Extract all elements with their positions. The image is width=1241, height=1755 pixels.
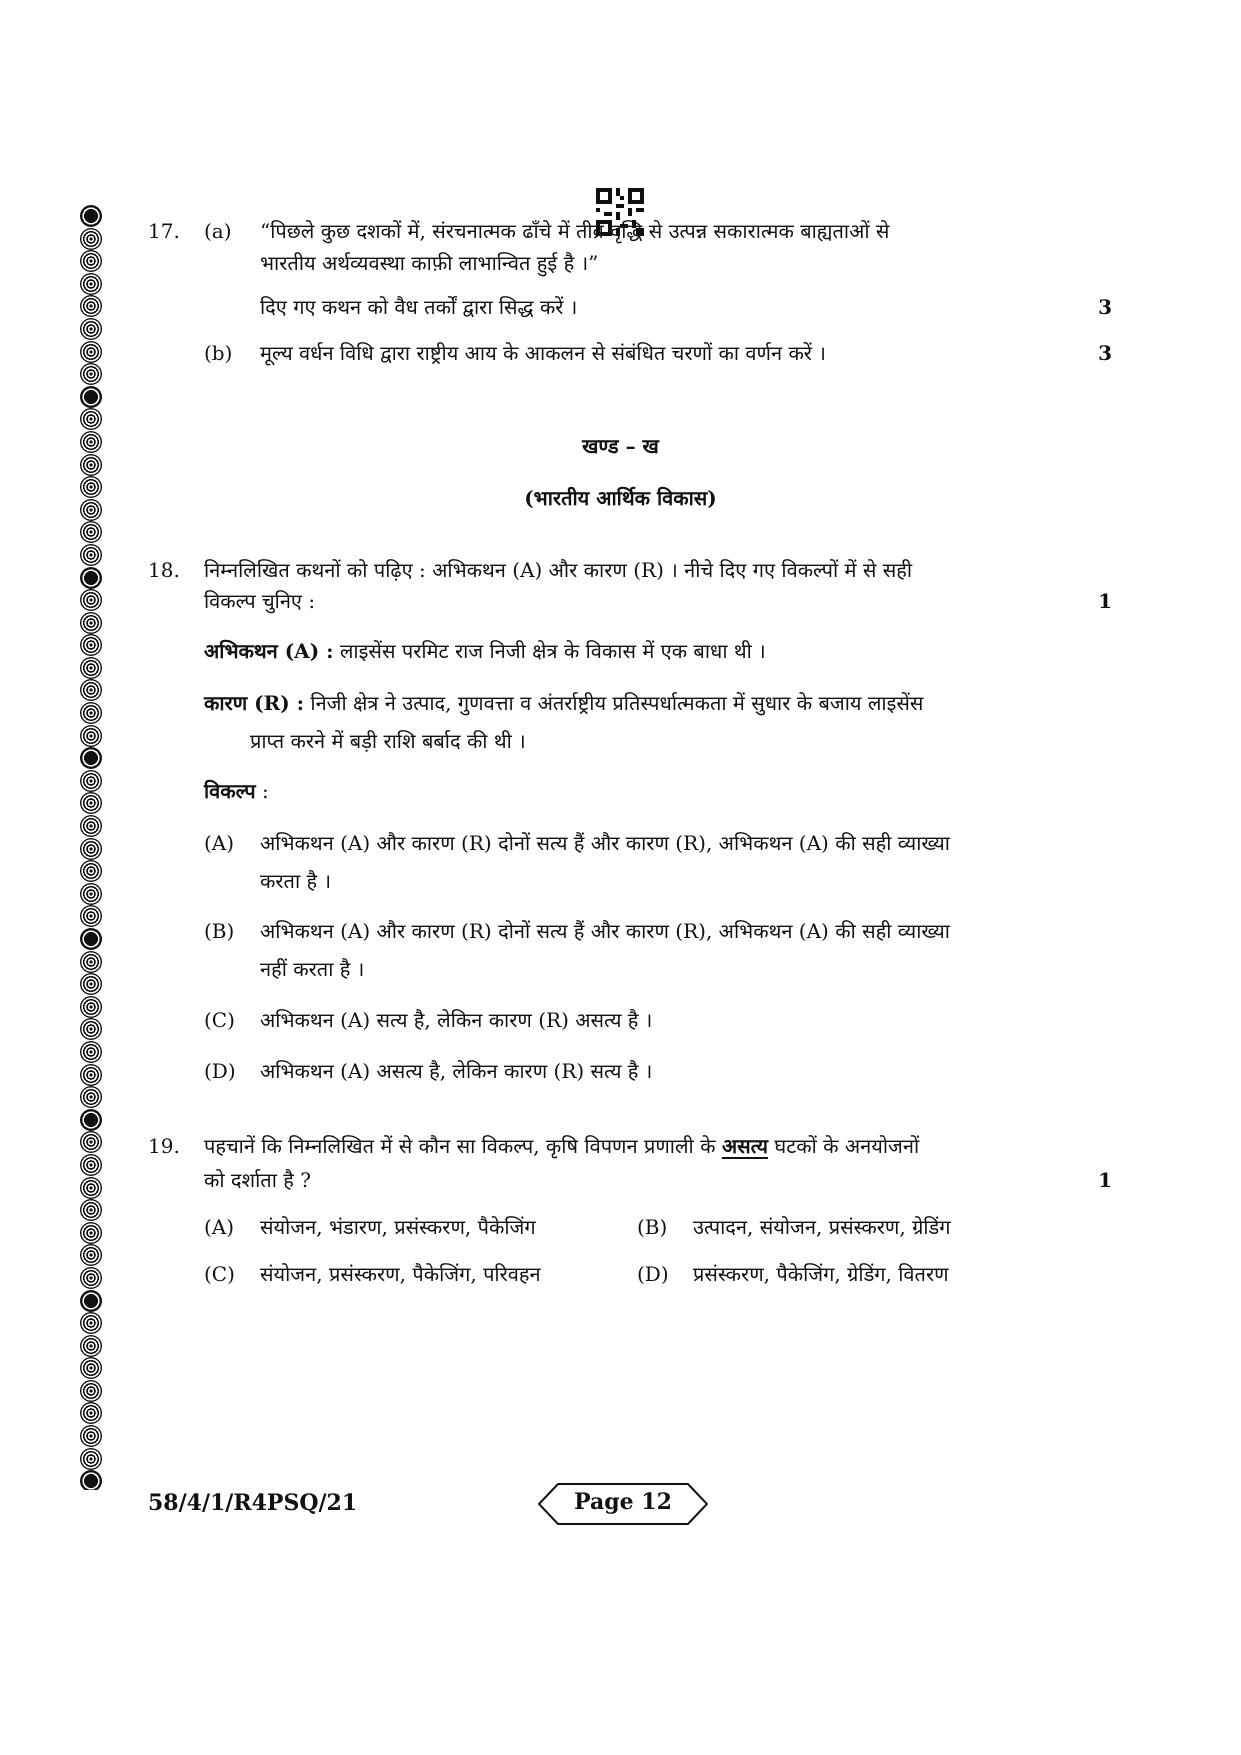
margin-mark (80, 273, 102, 295)
q18-options-heading (204, 778, 1054, 804)
margin-mark (80, 1244, 102, 1266)
q17b-marks: 3 (1098, 341, 1112, 365)
margin-mark (80, 747, 102, 769)
margin-mark (80, 770, 102, 792)
margin-mark (80, 928, 102, 950)
margin-mark (80, 973, 102, 995)
q18-option-d-label: (D) (204, 1059, 236, 1083)
margin-mark (80, 1290, 102, 1312)
margin-mark (80, 1312, 102, 1334)
margin-mark (80, 1109, 102, 1131)
q17b-text: मूल्य वर्धन विधि द्वारा राष्ट्रीय आय के आकलन से संबंधित चरणों का वर्णन करें । (260, 341, 826, 365)
margin-mark (80, 544, 102, 566)
q18-option-a-label: (A) (204, 831, 235, 855)
margin-mark (80, 228, 102, 250)
reason-text-line2: प्राप्त करने में बड़ी राशि बर्बाद की थी । (250, 729, 526, 753)
margin-mark (80, 1177, 102, 1199)
section-title: खण्ड – ख (582, 434, 659, 458)
margin-mark (80, 860, 102, 882)
assertion-label: अभिकथन (A) : (204, 639, 334, 663)
margin-mark (80, 205, 102, 227)
margin-mark (80, 1357, 102, 1379)
q19-line2: को दर्शाता है ? (204, 1168, 311, 1192)
margin-mark (80, 996, 102, 1018)
margin-mark (80, 386, 102, 408)
margin-mark (80, 408, 102, 430)
page-number: Page 12 (574, 1489, 672, 1515)
q19-option-b-text: उत्पादन, संयोजन, प्रसंस्करण, ग्रेडिंग (693, 1215, 951, 1239)
q18-assertion (204, 638, 1054, 664)
q18-option-c-text: अभिकथन (A) सत्य है, लेकिन कारण (R) असत्य है । (260, 1008, 653, 1032)
margin-mark (80, 883, 102, 905)
q17b-label: (b) (204, 341, 233, 365)
q19-line1-post: घटकों के अनयोजनों (768, 1134, 920, 1158)
q19-option-a-label: (A) (204, 1215, 235, 1239)
margin-mark (80, 679, 102, 701)
margin-mark (80, 521, 102, 543)
q19-marks: 1 (1098, 1168, 1112, 1192)
q18-option-b-line1: अभिकथन (A) और कारण (R) दोनों सत्य हैं और कारण (R), अभिकथन (A) की सही व्याख्या (260, 919, 950, 943)
margin-mark (80, 1222, 102, 1244)
q19-option-b-label: (B) (637, 1215, 668, 1239)
q18-option-a-line1: अभिकथन (A) और कारण (R) दोनों सत्य हैं और कारण (R), अभिकथन (A) की सही व्याख्या (260, 831, 950, 855)
margin-mark (80, 318, 102, 340)
margin-mark (80, 838, 102, 860)
margin-mark (80, 1064, 102, 1086)
q18-marks: 1 (1098, 589, 1112, 613)
q19-option-c-label: (C) (204, 1262, 235, 1286)
q19-number: 19. (148, 1134, 180, 1158)
q18-line2: विकल्प चुनिए : (204, 589, 316, 613)
q18-option-b-label: (B) (204, 919, 235, 943)
q19-emphasis: असत्य (721, 1134, 769, 1158)
margin-mark (80, 1086, 102, 1108)
margin-mark (80, 1448, 102, 1470)
margin-mark (80, 589, 102, 611)
q18-option-d-text: अभिकथन (A) असत्य है, लेकिन कारण (R) सत्य है । (260, 1059, 653, 1083)
options-colon: : (255, 779, 269, 803)
margin-mark (80, 250, 102, 272)
q17a-quote-line1: “पिछले कुछ दशकों में, संरचनात्मक ढाँचे में तीव्र वृद्धि से उत्पन्न सकारात्मक बाह्यताओं से (260, 219, 890, 243)
q19-line1-pre: पहचानें कि निम्नलिखित में से कौन सा विकल्प, कृषि विपणन प्रणाली के (204, 1134, 722, 1158)
margin-mark (80, 1470, 102, 1490)
margin-mark (80, 612, 102, 634)
margin-mark (80, 1380, 102, 1402)
q17a-marks: 3 (1098, 295, 1112, 319)
q17-number: 17. (148, 219, 180, 243)
q19-option-c-text: संयोजन, प्रसंस्करण, पैकेजिंग, परिवहन (260, 1262, 541, 1286)
margin-mark (80, 1402, 102, 1424)
margin-mark (80, 363, 102, 385)
margin-mark (80, 951, 102, 973)
q18-line1: निम्नलिखित कथनों को पढ़िए : अभिकथन (A) और कारण (R) । नीचे दिए गए विकल्पों में से सही (204, 558, 913, 582)
q17a-quote-line2: भारतीय अर्थव्यवस्था काफ़ी लाभान्वित हुई है ।” (260, 251, 599, 275)
assertion-text: लाइसेंस परमिट राज निजी क्षेत्र के विकास में एक बाधा थी । (333, 639, 766, 663)
q18-number: 18. (148, 558, 180, 582)
margin-mark (80, 1131, 102, 1153)
section-subtitle: (भारतीय आर्थिक विकास) (524, 486, 717, 510)
margin-marks (78, 205, 104, 1490)
margin-mark (80, 1154, 102, 1176)
margin-mark (80, 341, 102, 363)
margin-mark (80, 1335, 102, 1357)
q18-option-b-line2: नहीं करता है । (260, 957, 365, 981)
q18-option-a-line2: करता है । (260, 869, 332, 893)
margin-mark (80, 295, 102, 317)
q18-reason (204, 690, 1054, 716)
options-label: विकल्प (204, 779, 256, 803)
margin-mark (80, 1041, 102, 1063)
margin-mark (80, 725, 102, 747)
q18-option-c-label: (C) (204, 1008, 235, 1032)
q19-option-d-text: प्रसंस्करण, पैकेजिंग, ग्रेडिंग, वितरण (693, 1262, 949, 1286)
q19-line1 (204, 1133, 1054, 1159)
margin-mark (80, 1425, 102, 1447)
margin-mark (80, 567, 102, 589)
margin-mark (80, 815, 102, 837)
margin-mark (80, 905, 102, 927)
q19-option-d-label: (D) (637, 1262, 669, 1286)
q19-option-a-text: संयोजन, भंडारण, प्रसंस्करण, पैकेजिंग (260, 1215, 536, 1239)
reason-label: कारण (R) : (204, 691, 305, 715)
margin-mark (80, 792, 102, 814)
paper-code: 58/4/1/R4PSQ/21 (148, 1490, 358, 1516)
margin-mark (80, 1018, 102, 1040)
margin-mark (80, 1199, 102, 1221)
margin-mark (80, 634, 102, 656)
margin-mark (80, 1267, 102, 1289)
reason-text-line1: निजी क्षेत्र ने उत्पाद, गुणवत्ता व अंतर्राष्ट्रीय प्रतिस्पर्धात्मकता में सुधार के बजाय लाइसेंस (304, 691, 924, 715)
q17a-instruction: दिए गए कथन को वैध तर्कों द्वारा सिद्ध करें । (260, 295, 578, 319)
q17a-label: (a) (204, 219, 232, 243)
margin-mark (80, 702, 102, 724)
margin-mark (80, 657, 102, 679)
